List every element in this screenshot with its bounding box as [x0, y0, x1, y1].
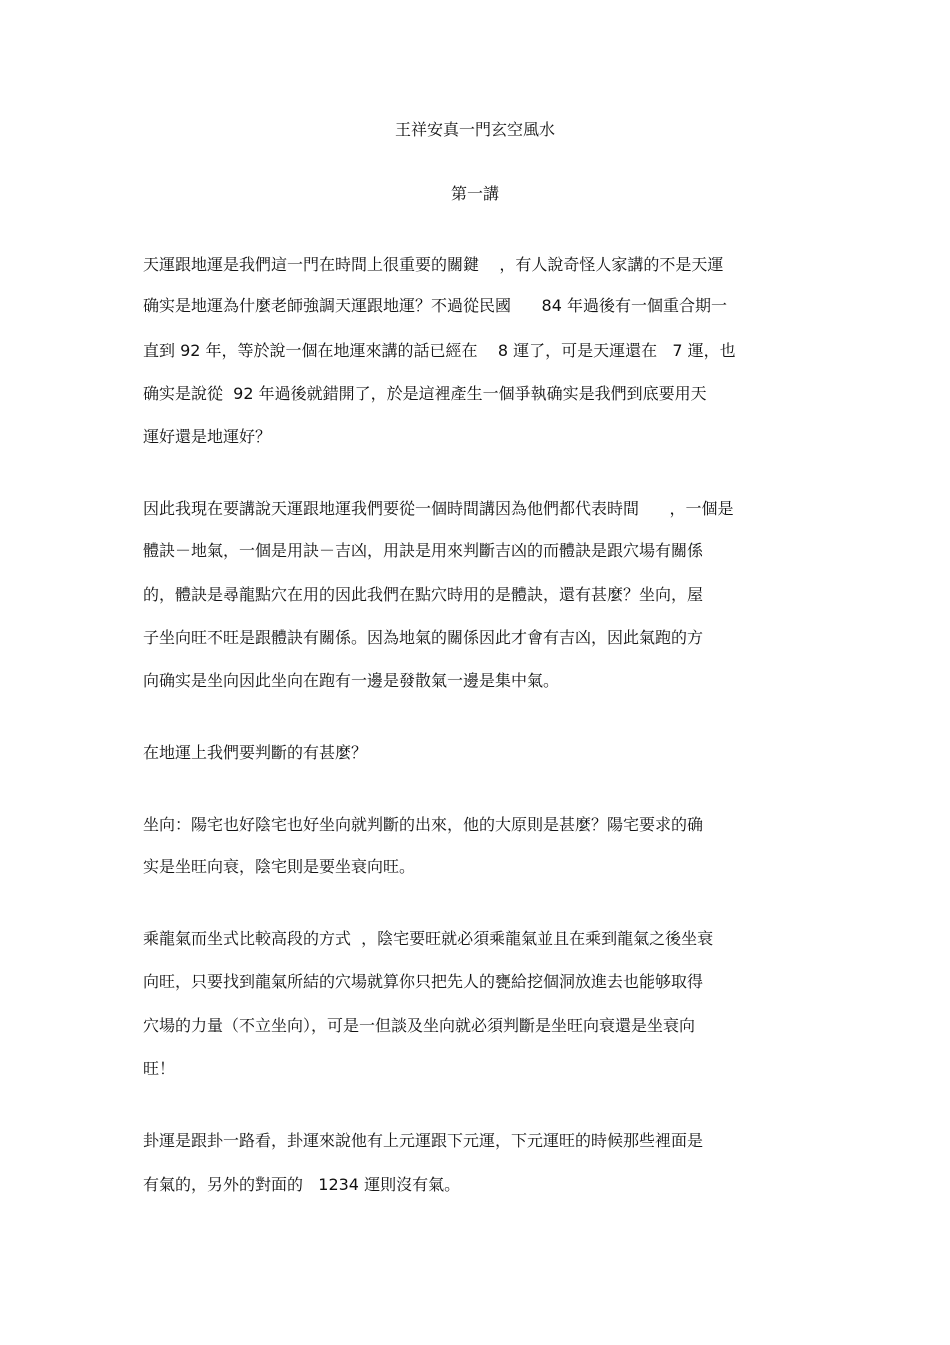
paragraph-line: 子坐向旺不旺是跟體訣有關係。因為地氣的關係因此才會有吉凶，因此氣跑的方 — [143, 628, 704, 647]
paragraph-line: 坐向：陽宅也好陰宅也好坐向就判斷的出來，他的大原則是甚麼？陽宅要求的确 — [143, 815, 704, 834]
paragraph-line: 实是坐旺向衰，陰宅則是要坐衰向旺。 — [143, 857, 416, 876]
paragraph-line: 确实是地運為什麼老師強調天運跟地運？不過從民國 84 年過後有一個重合期一 — [143, 296, 727, 315]
paragraph-line: 乘龍氣而坐式比較高段的方式 ，陰宅要旺就必須乘龍氣並且在乘到龍氣之後坐衰 — [143, 929, 714, 948]
paragraph-line: 體訣－地氣，一個是用訣－吉凶，用訣是用來判斷吉凶的而體訣是跟穴場有關係 — [143, 541, 704, 560]
paragraph-line: 運好還是地運好？ — [143, 427, 272, 446]
document-title: 王祥安真一門玄空風水 — [394, 120, 555, 139]
paragraph-line: 因此我現在要講說天運跟地運我們要從一個時間講因為他們都代表時間 ，一個是 — [143, 499, 734, 518]
paragraph-line: 在地運上我們要判斷的有甚麼？ — [143, 743, 368, 762]
paragraph-line: 确实是說從 92 年過後就錯開了，於是這裡產生一個爭執确实是我們到底要用天 — [143, 384, 707, 403]
paragraph-line: 天運跟地運是我們這一門在時間上很重要的關鍵 ，有人說奇怪人家講的不是天運 — [143, 255, 724, 274]
paragraph-line: 向确实是坐向因此坐向在跑有一邊是發散氣一邊是集中氣。 — [143, 671, 560, 690]
paragraph-line: 穴場的力量（不立坐向），可是一但談及坐向就必須判斷是坐旺向衰還是坐衰向 — [143, 1016, 696, 1035]
paragraph-line: 直到 92 年，等於說一個在地運來講的話已經在 8 運了，可是天運還在 7 運，也 — [143, 341, 736, 360]
lecture-heading: 第一講 — [450, 184, 499, 203]
paragraph-line: 的，體訣是尋龍點穴在用的因此我們在點穴時用的是體訣，還有甚麼？坐向，屋 — [143, 585, 704, 604]
paragraph-line: 旺！ — [143, 1059, 176, 1078]
paragraph-line: 有氣的，另外的對面的 1234 運則沒有氣。 — [143, 1175, 461, 1194]
paragraph-line: 卦運是跟卦一路看，卦運來說他有上元運跟下元運，下元運旺的時候那些裡面是 — [143, 1131, 704, 1150]
paragraph-line: 向旺，只要找到龍氣所結的穴場就算你只把先人的甕給挖個洞放進去也能够取得 — [143, 972, 704, 991]
